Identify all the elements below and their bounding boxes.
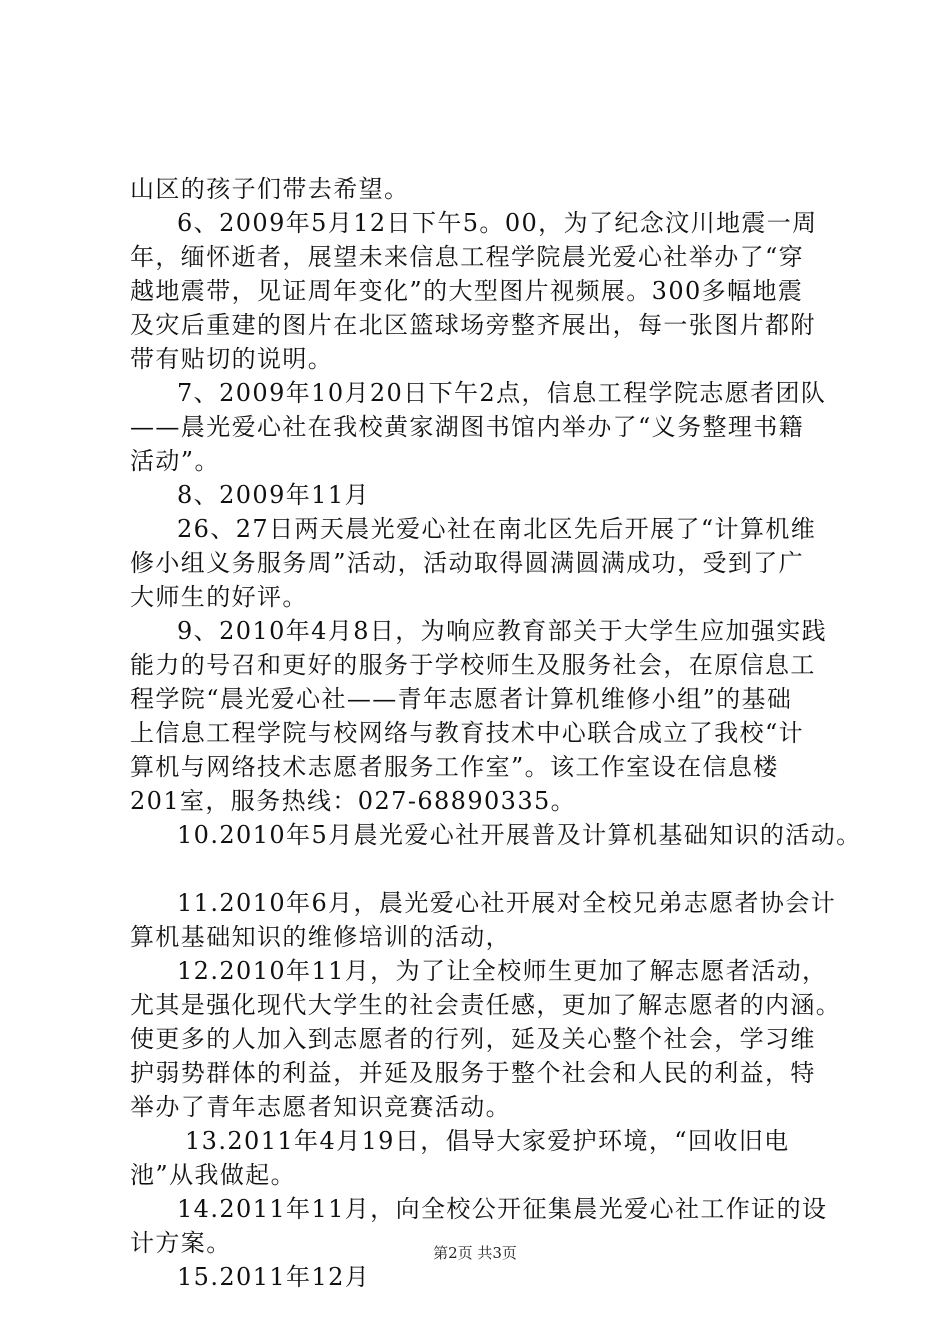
text-line: 26、27日两天晨光爱心社在南北区先后开展了“计算机维	[177, 515, 817, 543]
text-line: 11.2010年6月，晨光爱心社开展对全校兄弟志愿者协会计	[177, 889, 837, 917]
text-line: 算机与网络技术志愿者服务工作室”。该工作室设在信息楼	[130, 753, 779, 781]
blank-line	[130, 852, 850, 886]
text-line: 能力的号召和更好的服务于学校师生及服务社会，在原信息工	[130, 651, 816, 679]
text-line: 9、2010年4月8日，为响应教育部关于大学生应加强实践	[177, 617, 828, 645]
text-line: 6、2009年5月12日下午5。00，为了纪念汶川地震一周	[177, 209, 818, 237]
text-line: 15.2011年12月	[177, 1263, 371, 1291]
text-line: 使更多的人加入到志愿者的行列，延及关心整个社会，学习维	[130, 1025, 816, 1053]
text-line: 计方案。	[130, 1229, 232, 1257]
page-number-footer: 第2页 共3页	[433, 1244, 517, 1262]
text-line: 及灾后重建的图片在北区篮球场旁整齐展出，每一张图片都附	[130, 311, 816, 339]
text-line: 大师生的好评。	[130, 583, 308, 611]
text-line: 10.2010年5月晨光爱心社开展普及计算机基础知识的活动。	[177, 821, 862, 849]
text-line: ——晨光爱心社在我校黄家湖图书馆内举办了“义务整理书籍	[130, 413, 805, 441]
text-line: 举办了青年志愿者知识竞赛活动。	[130, 1093, 511, 1121]
text-line: 7、2009年10月20日下午2点，信息工程学院志愿者团队	[177, 379, 827, 407]
text-line: 尤其是强化现代大学生的社会责任感，更加了解志愿者的内涵。	[130, 991, 842, 1019]
text-line: 程学院“晨光爱心社——青年志愿者计算机维修小组”的基础	[130, 685, 793, 713]
text-line: 山区的孩子们带去希望。	[130, 175, 410, 203]
text-line: 8、2009年11月	[177, 481, 370, 509]
text-line: 上信息工程学院与校网络与教育技术中心联合成立了我校“计	[130, 719, 805, 747]
text-line: 201室，服务热线：027-68890335。	[130, 787, 577, 815]
text-line: 算机基础知识的维修培训的活动，	[130, 923, 511, 951]
text-line: 活动”。	[130, 447, 220, 475]
text-line: 池”从我做起。	[130, 1161, 297, 1189]
document-body	[130, 172, 862, 1294]
text-line: 13.2011年4月19日，倡导大家爱护环境，“回收旧电	[185, 1127, 790, 1155]
text-line: 越地震带，见证周年变化”的大型图片视频展。300多幅地震	[130, 277, 804, 305]
text-line: 带有贴切的说明。	[130, 345, 334, 373]
text-line: 修小组义务服务周”活动，活动取得圆满圆满成功，受到了广	[130, 549, 805, 577]
text-line: 年，缅怀逝者，展望未来信息工程学院晨光爱心社举办了“穿	[130, 243, 805, 271]
text-line: 护弱势群体的利益，并延及服务于整个社会和人民的利益，特	[130, 1059, 816, 1087]
text-line: 14.2011年11月，向全校公开征集晨光爱心社工作证的设	[177, 1195, 828, 1223]
text-line: 12.2010年11月，为了让全校师生更加了解志愿者活动，	[177, 957, 828, 985]
